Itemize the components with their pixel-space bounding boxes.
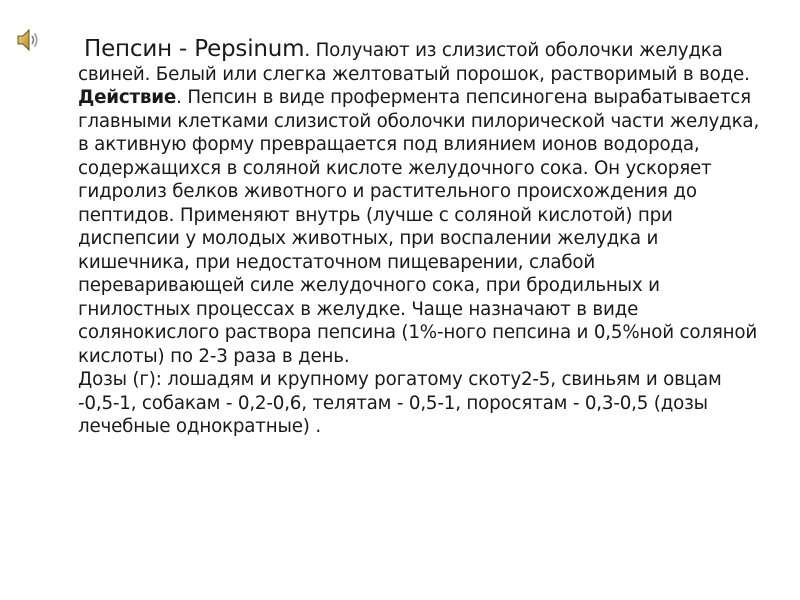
title-term: Пепсин - Pepsinum	[84, 36, 305, 62]
action-text: . Пепсин в виде профермента пепсиногена вырабатывается главными клетками слизистой оболочки пилорической части желудка, в активную форму превращается под влиянием ионов водорода, содержащихся в соляной кислоте желудочного сока. Он ускоряет гидролиз белков животного и растительного происхождения до пептидов. Применяют внутрь (лучше с соляной кислотой) при диспепсии у молодых животных, при воспалении желудка и кишечника, при недостаточном пищеварении, слабой переваривающей силе желудочного сока, при бродильных и гнилостных процессах в желудке. Чаще назначают в виде солянокислого раствора пепсина (1%-ного пепсина и 0,5%ной соляной кислоты) по 2-3 раза в день.	[78, 87, 760, 367]
paragraph-description	[78, 38, 763, 86]
description-text: . Получают из слизистой оболочки желудка свиней. Белый или слегка желтоватый порошок, растворимый в воде.	[78, 40, 750, 85]
speaker-icon[interactable]	[14, 26, 42, 54]
paragraph-doses	[78, 368, 763, 439]
doses-text: Дозы (г): лошадям и крупному рогатому скоту2-5, свиньям и овцам -0,5-1, собакам - 0,2-0,6, телятам - 0,5-1, поросятам - 0,3-0,5 (дозы лечебные однократные) .	[78, 369, 722, 437]
slide-text	[78, 38, 763, 439]
action-label: Действие	[78, 87, 177, 108]
paragraph-action	[78, 86, 763, 368]
